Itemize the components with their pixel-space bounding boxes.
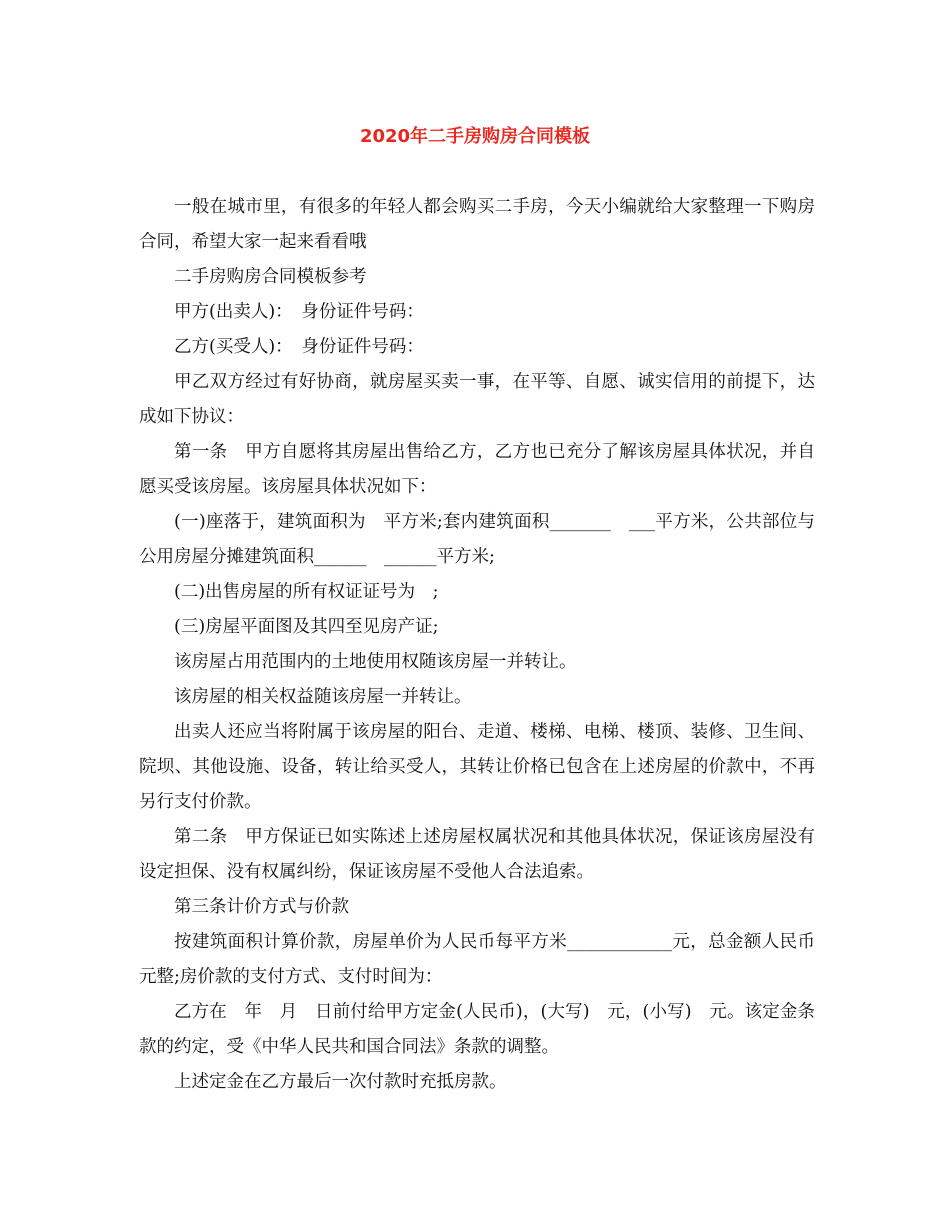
paragraph-party-a: 甲方(出卖人)： 身份证件号码： [174,302,424,322]
paragraph-item-2: (二)出售房屋的所有权证证号为 ; [174,582,439,602]
paragraph-party-b: 乙方(买受人)： 身份证件号码： [174,337,424,357]
paragraph-item-3: (三)房屋平面图及其四至见房产证; [174,617,439,637]
paragraph-agreement: 甲乙双方经过有好协商，就房屋买卖一事，在平等、自愿、诚实信用的前提下，达成如下协议： [139,372,815,427]
paragraph-related-rights: 该房屋的相关权益随该房屋一并转让。 [174,687,472,707]
paragraph-article-2: 第二条 甲方保证已如实陈述上述房屋权属状况和其他具体状况，保证该房屋没有设定担保、没有权属纠纷，保证该房屋不受他人合法追索。 [139,827,815,882]
paragraph-attachments: 出卖人还应当将附属于该房屋的阳台、走道、楼梯、电梯、楼顶、装修、卫生间、院坝、其他设施、设备，转让给买受人，其转让价格已包含在上述房屋的价款中，不再另行支付价款。 [139,722,815,812]
paragraph-template-heading: 二手房购房合同模板参考 [174,267,367,287]
paragraph-deposit-offset: 上述定金在乙方最后一次付款时充抵房款。 [174,1072,507,1092]
contract-body [139,190,815,1100]
paragraph-article-3-heading: 第三条计价方式与价款 [174,897,349,917]
paragraph-item-1: (一)座落于，建筑面积为 平方米;套内建筑面积_______ ___平方米，公共部位与公用房屋分摊建筑面积______ ______平方米; [139,512,815,567]
paragraph-deposit: 乙方在 年 月 日前付给甲方定金(人民币)，(大写) 元，(小写) 元。该定金条款的约定，受《中华人民共和国合同法》条款的调整。 [139,1002,815,1057]
paragraph-price: 按建筑面积计算价款，房屋单价为人民币每平方米____________元，总金额人民币元整;房价款的支付方式、支付时间为： [139,932,815,987]
paragraph-land-rights: 该房屋占用范围内的土地使用权随该房屋一并转让。 [174,652,577,672]
paragraph-article-1: 第一条 甲方自愿将其房屋出售给乙方，乙方也已充分了解该房屋具体状况，并自愿买受该房屋。该房屋具体状况如下： [139,442,815,497]
paragraph-intro: 一般在城市里，有很多的年轻人都会购买二手房，今天小编就给大家整理一下购房合同，希望大家一起来看看哦 [139,197,815,252]
document-title: 2020年二手房购房合同模板 [359,126,591,147]
